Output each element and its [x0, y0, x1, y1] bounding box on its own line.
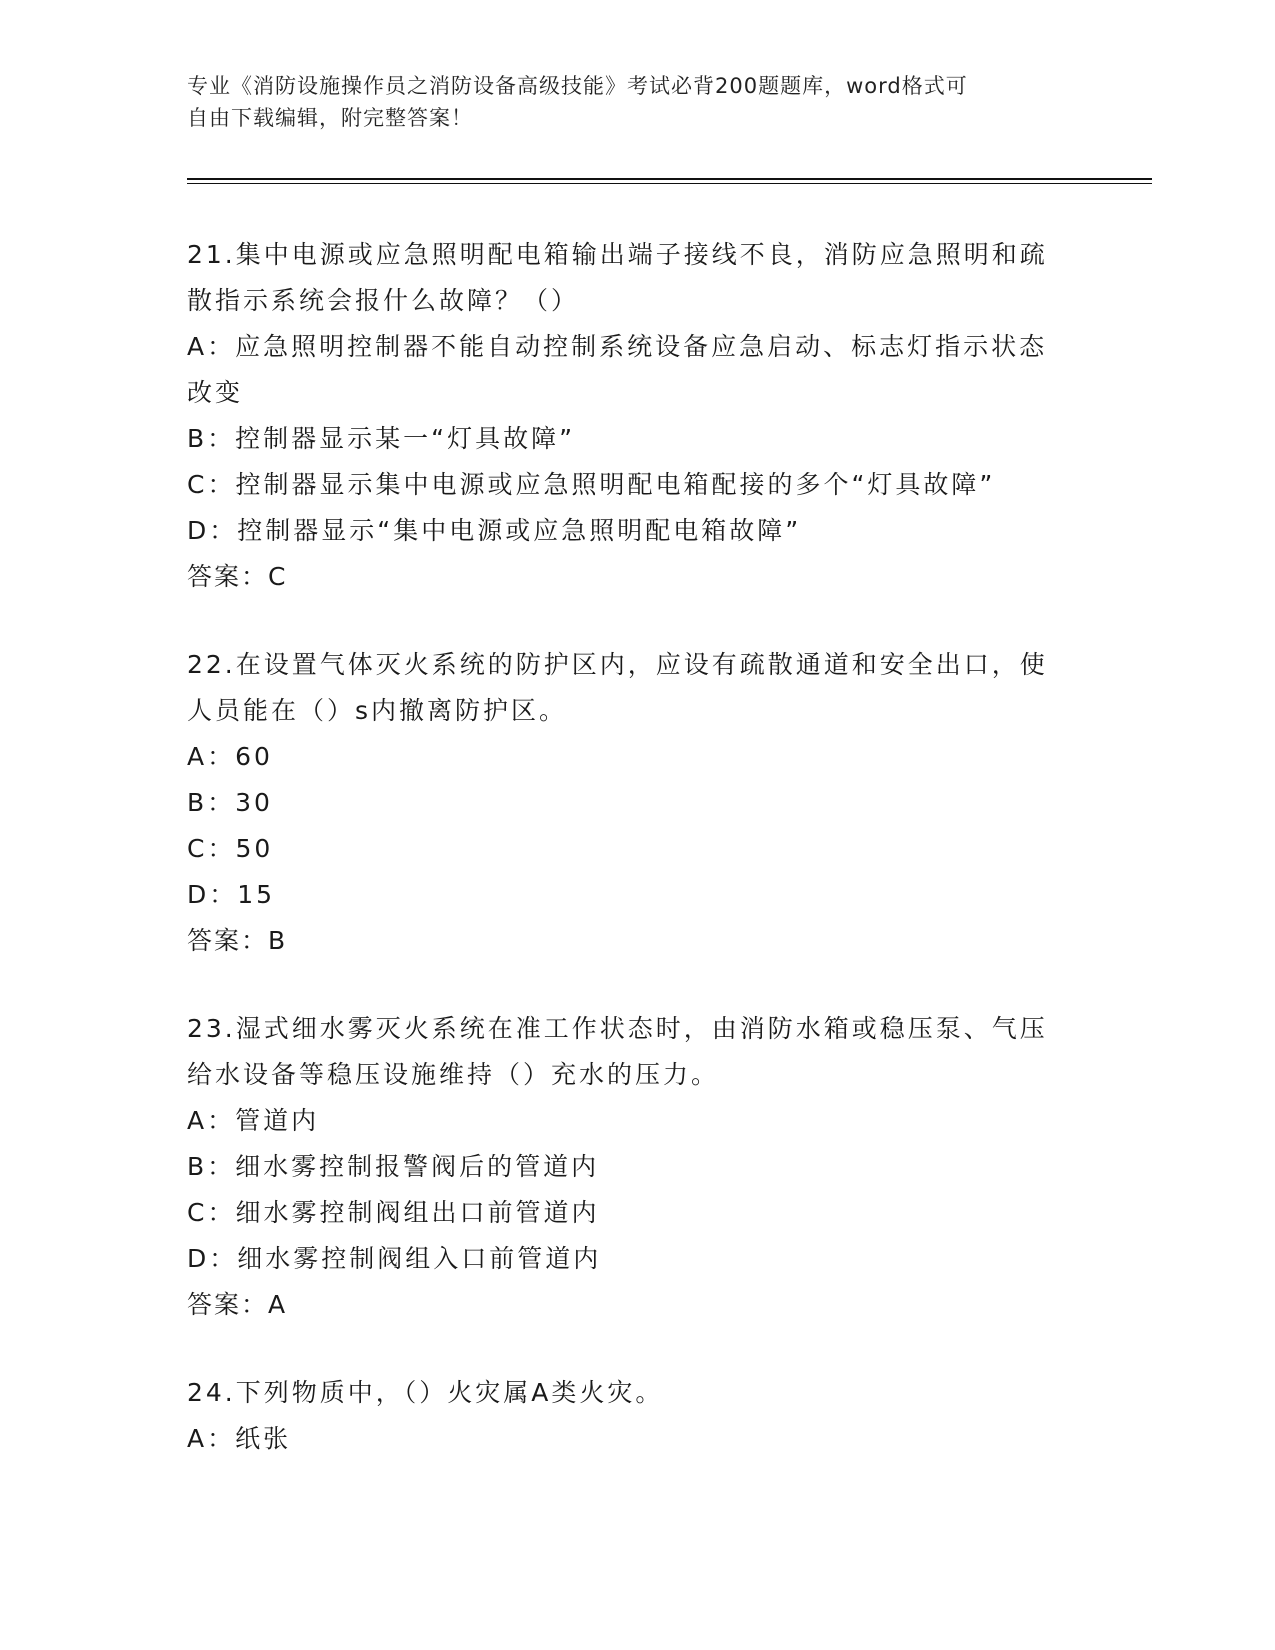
- question-23: [187, 1006, 1067, 1328]
- question-22: [187, 642, 1067, 964]
- option-d: D：细水雾控制阀组入口前管道内: [187, 1244, 602, 1273]
- header-line-2: 自由下载编辑，附完整答案！: [187, 106, 473, 130]
- option-a: A：纸张: [187, 1424, 292, 1453]
- header-divider-thin: [187, 183, 1152, 184]
- answer: 答案：C: [187, 562, 288, 591]
- option-c: C：50: [187, 834, 274, 863]
- option-b: B：细水雾控制报警阀后的管道内: [187, 1152, 600, 1181]
- header-divider-thick: [187, 178, 1152, 180]
- question-21: [187, 232, 1067, 600]
- question-24: [187, 1370, 1067, 1462]
- answer: 答案：A: [187, 1290, 288, 1319]
- option-d: D：控制器显示“集中电源或应急照明配电箱故障”: [187, 516, 802, 545]
- header-line-1: 专业《消防设施操作员之消防设备高级技能》考试必背200题题库，word格式可: [187, 74, 968, 98]
- option-d: D：15: [187, 880, 276, 909]
- option-b: B：控制器显示某一“灯具故障”: [187, 424, 576, 453]
- answer: 答案：B: [187, 926, 288, 955]
- document-header: [187, 70, 1067, 134]
- question-stem: 23.湿式细水雾灭火系统在准工作状态时，由消防水箱或稳压泵、气压给水设备等稳压设施维持（）充水的压力。: [187, 1014, 1048, 1089]
- option-a: A：60: [187, 742, 273, 771]
- question-stem: 21.集中电源或应急照明配电箱输出端子接线不良，消防应急照明和疏散指示系统会报什么故障？（）: [187, 240, 1048, 315]
- question-stem: 22.在设置气体灭火系统的防护区内，应设有疏散通道和安全出口，使人员能在（）s内撤离防护区。: [187, 650, 1048, 725]
- option-a: A：管道内: [187, 1106, 320, 1135]
- question-stem: 24.下列物质中，（）火灾属A类火灾。: [187, 1378, 664, 1407]
- option-c: C：细水雾控制阀组出口前管道内: [187, 1198, 600, 1227]
- option-a: A：应急照明控制器不能自动控制系统设备应急启动、标志灯指示状态改变: [187, 332, 1048, 407]
- option-b: B：30: [187, 788, 273, 817]
- option-c: C：控制器显示集中电源或应急照明配电箱配接的多个“灯具故障”: [187, 470, 996, 499]
